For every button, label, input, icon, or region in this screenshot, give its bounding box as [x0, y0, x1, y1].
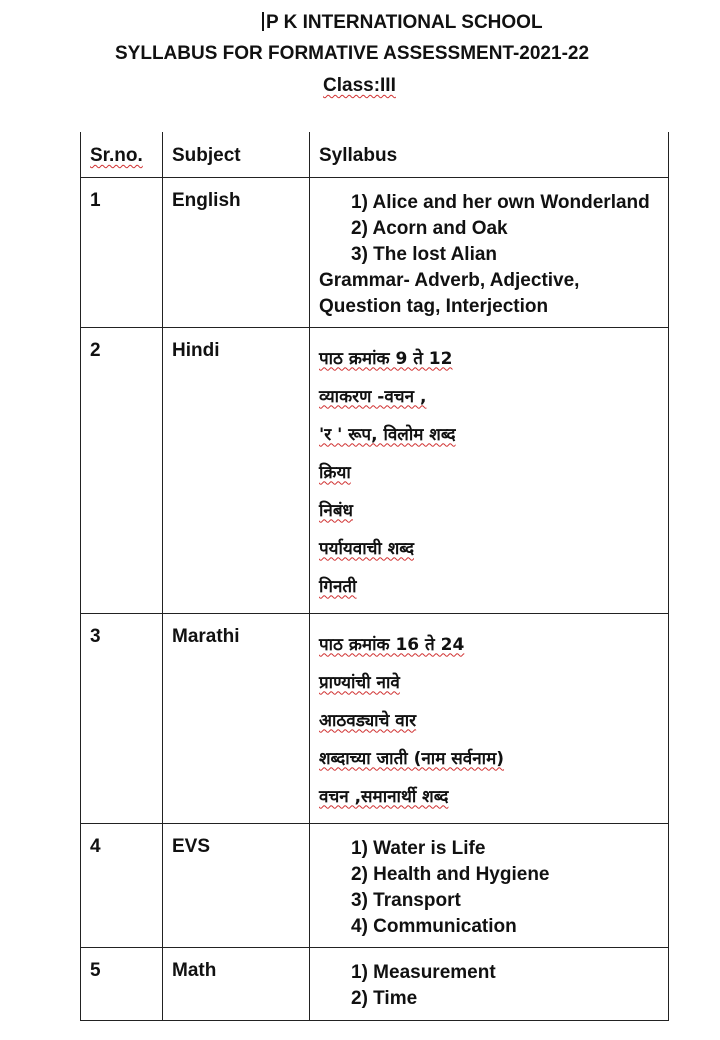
chapter-list [319, 836, 668, 940]
column-header-srno: Sr.no. [81, 132, 163, 177]
syllabus-cell [310, 613, 669, 823]
list-item: 3) The lost Alian [351, 243, 498, 265]
list-item: 1) Alice and her own Wonderland [351, 191, 650, 213]
grammar-line: Grammar- Adverb, Adjective, [319, 269, 580, 291]
table-row [81, 823, 669, 947]
syllabus-cell [310, 177, 669, 327]
list-item: वचन ,समानार्थी शब्द [319, 786, 449, 807]
column-header-syllabus: Syllabus [310, 132, 669, 177]
list-item: निबंध [319, 500, 353, 521]
list-item: प्राण्यांची नावे [319, 672, 400, 693]
list-item: 1) Measurement [351, 961, 496, 983]
syllabus-cell [310, 327, 669, 613]
list-item: गिनती [319, 576, 357, 597]
table-row [81, 177, 669, 327]
table-row [81, 613, 669, 823]
list-item: 1) Water is Life [351, 837, 486, 859]
table-row [81, 947, 669, 1020]
subject-cell: Hindi [163, 327, 310, 613]
syllabus-table [80, 132, 669, 1021]
subject-cell: English [163, 177, 310, 327]
row-number: 3 [81, 613, 163, 823]
list-item: 2) Health and Hygiene [351, 863, 550, 885]
list-item: आठवड्याचे वार [319, 710, 417, 731]
document-subtitle: SYLLABUS FOR FORMATIVE ASSESSMENT-2021-22 [115, 43, 590, 64]
subject-cell: Math [163, 947, 310, 1020]
row-number: 5 [81, 947, 163, 1020]
syllabus-cell [310, 947, 669, 1020]
list-item: पाठ क्रमांक 9 ते 12 [319, 348, 453, 369]
list-item: 2) Acorn and Oak [351, 217, 508, 239]
row-number: 2 [81, 327, 163, 613]
list-item: शब्दाच्या जाती (नाम सर्वनाम) [319, 748, 505, 769]
list-item: व्याकरण -वचन , [319, 386, 427, 407]
syllabus-cell [310, 823, 669, 947]
list-item: क्रिया [319, 462, 351, 483]
list-item: 3) Transport [351, 889, 461, 911]
list-item: 4) Communication [351, 915, 517, 937]
table-header-row [81, 132, 669, 177]
text-cursor [262, 12, 264, 31]
table-row [81, 327, 669, 613]
chapter-list [319, 190, 668, 268]
grammar-line: Question tag, Interjection [319, 295, 549, 317]
school-name: P K INTERNATIONAL SCHOOL [262, 12, 720, 34]
subject-cell: EVS [163, 823, 310, 947]
row-number: 1 [81, 177, 163, 327]
list-item: 2) Time [351, 987, 418, 1009]
subject-cell: Marathi [163, 613, 310, 823]
list-item: पाठ क्रमांक 16 ते 24 [319, 634, 465, 655]
row-number: 4 [81, 823, 163, 947]
chapter-list [319, 960, 668, 1012]
list-item: पर्यायवाची शब्द [319, 538, 414, 559]
class-label: Class:III [323, 75, 396, 96]
list-item: 'र ' रूप, विलोम शब्द [319, 424, 456, 445]
column-header-subject: Subject [163, 132, 310, 177]
